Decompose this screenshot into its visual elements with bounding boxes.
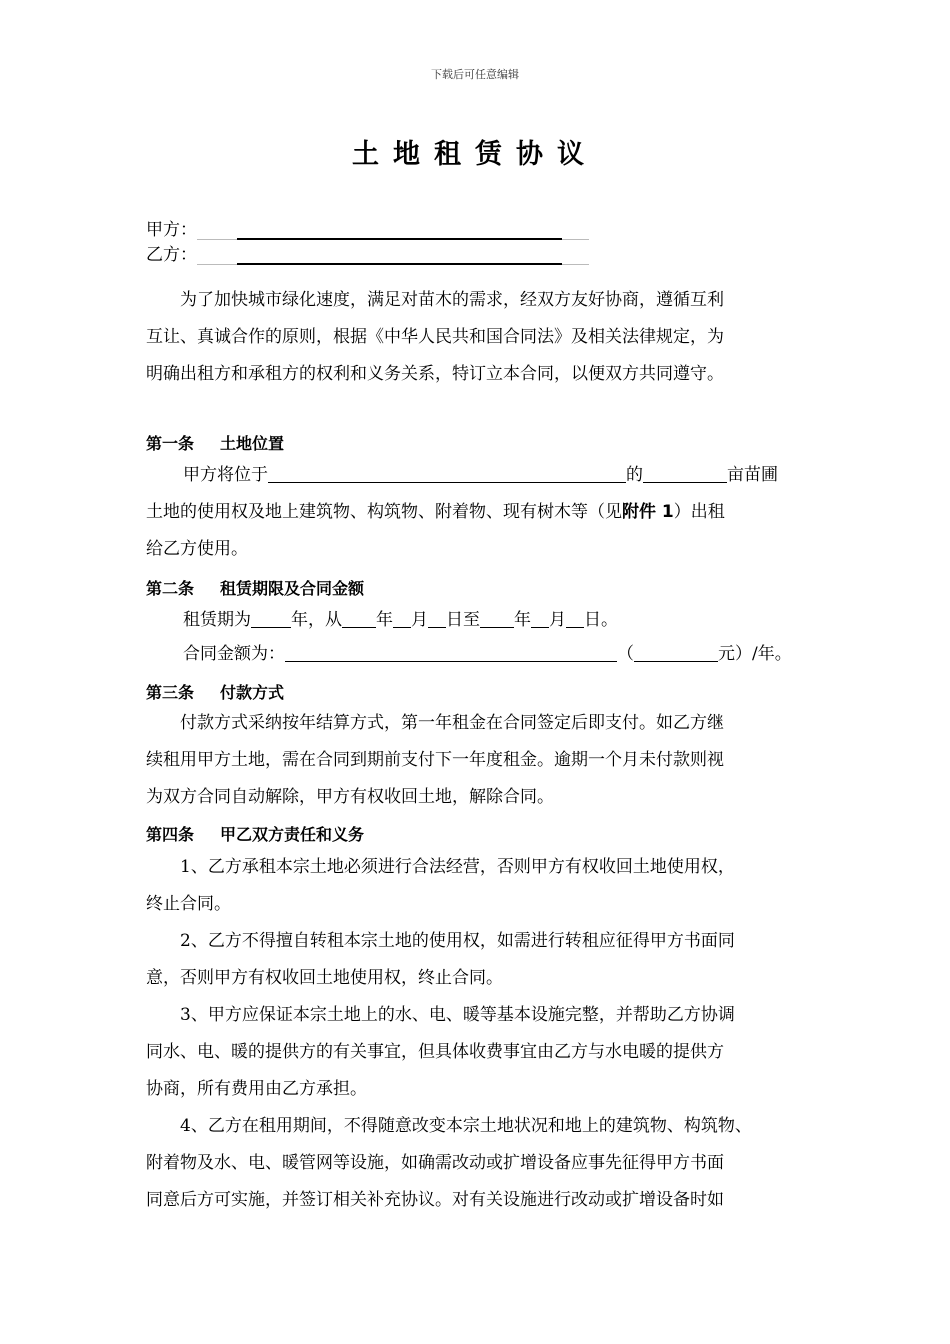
article-number: 第二条	[146, 579, 195, 598]
clause-line: 同水、电、暖的提供方的有关事宜，但具体收费事宜由乙方与水电暖的提供方	[146, 1042, 724, 1062]
clause-line: 意，否则甲方有权收回土地使用权，终止合同。	[146, 968, 503, 988]
party-b-field	[146, 240, 589, 265]
article-4-heading	[146, 822, 364, 845]
party-a-field	[146, 215, 589, 240]
contract-amount-line: 合同金额为： （ 元）/年。	[183, 644, 792, 664]
article-3-body: 付款方式采纳按年结算方式，第一年租金在合同签定后即支付。如乙方继 续租用甲方土地，需在合同到期前支付下一年度租金。逾期一个月未付款则视 为双方合同自动解除，甲方有权收回土地，解除合同。	[146, 713, 724, 807]
article-title: 付款方式	[220, 683, 285, 702]
clause-line: 4、乙方在租用期间，不得随意改变本宗土地状况和地上的建筑物、构筑物、	[180, 1116, 752, 1136]
area-blank	[643, 464, 727, 483]
clause-line: 3、甲方应保证本宗土地上的水、电、暖等基本设施完整，并帮助乙方协调	[180, 1005, 735, 1025]
years-blank	[251, 609, 291, 628]
start-day-blank	[428, 609, 446, 628]
article-3-heading	[146, 680, 284, 703]
location-blank	[268, 464, 626, 483]
clause-line: 2、乙方不得擅自转租本宗土地的使用权，如需进行转租应征得甲方书面同	[180, 931, 735, 951]
party-a-blank	[197, 225, 589, 240]
article-1-line-3: 给乙方使用。	[146, 539, 248, 559]
article-title: 甲乙双方责任和义务	[220, 825, 365, 844]
preamble-line: 明确出租方和承租方的权利和义务关系，特订立本合同，以便双方共同遵守。	[146, 364, 724, 384]
document-title: 土地租赁协议	[352, 139, 598, 170]
attachment-ref: 附件 1	[622, 502, 674, 522]
article-number: 第四条	[146, 825, 195, 844]
clause-line: 1、乙方承租本宗土地必须进行合法经营，否则甲方有权收回土地使用权，	[180, 857, 735, 877]
article-1-line-2: 土地的使用权及地上建筑物、构筑物、附着物、现有树木等（见附件 1）出租	[146, 502, 725, 522]
article-title: 土地位置	[220, 434, 285, 453]
clause-line: 协商，所有费用由乙方承担。	[146, 1079, 367, 1099]
clause-line: 终止合同。	[146, 894, 231, 914]
article-2-heading	[146, 576, 364, 599]
clause-line: 附着物及水、电、暖管网等设施，如确需改动或扩增设备应事先征得甲方书面	[146, 1153, 724, 1173]
preamble	[146, 282, 806, 393]
preamble-line: 为了加快城市绿化速度，满足对苗木的需求，经双方友好协商，遵循互利	[180, 290, 724, 310]
header-note: 下载后可任意编辑	[431, 68, 519, 81]
amount-yuan-blank	[634, 643, 718, 662]
amount-words-blank	[285, 643, 617, 662]
article-title: 租赁期限及合同金额	[220, 579, 365, 598]
end-month-blank	[531, 609, 549, 628]
start-year-blank	[342, 609, 376, 628]
preamble-line: 互让、真诚合作的原则，根据《中华人民共和国合同法》及相关法律规定，为	[146, 327, 724, 347]
party-a-label: 甲方：	[146, 220, 197, 240]
article-4-body	[146, 849, 806, 1219]
article-1-heading	[146, 431, 284, 454]
party-b-label: 乙方：	[146, 245, 197, 265]
lease-term-line: 租赁期为 年，从 年 月 日至 年 月 日。	[183, 610, 618, 630]
end-day-blank	[566, 609, 584, 628]
start-month-blank	[393, 609, 411, 628]
article-number: 第一条	[146, 434, 195, 453]
party-b-blank	[197, 250, 589, 265]
article-number: 第三条	[146, 683, 195, 702]
end-year-blank	[480, 609, 514, 628]
clause-line: 同意后方可实施，并签订相关补充协议。对有关设施进行改动或扩增设备时如	[146, 1190, 724, 1210]
article-1-line-1: 甲方将位于 的 亩苗圃	[183, 465, 778, 485]
